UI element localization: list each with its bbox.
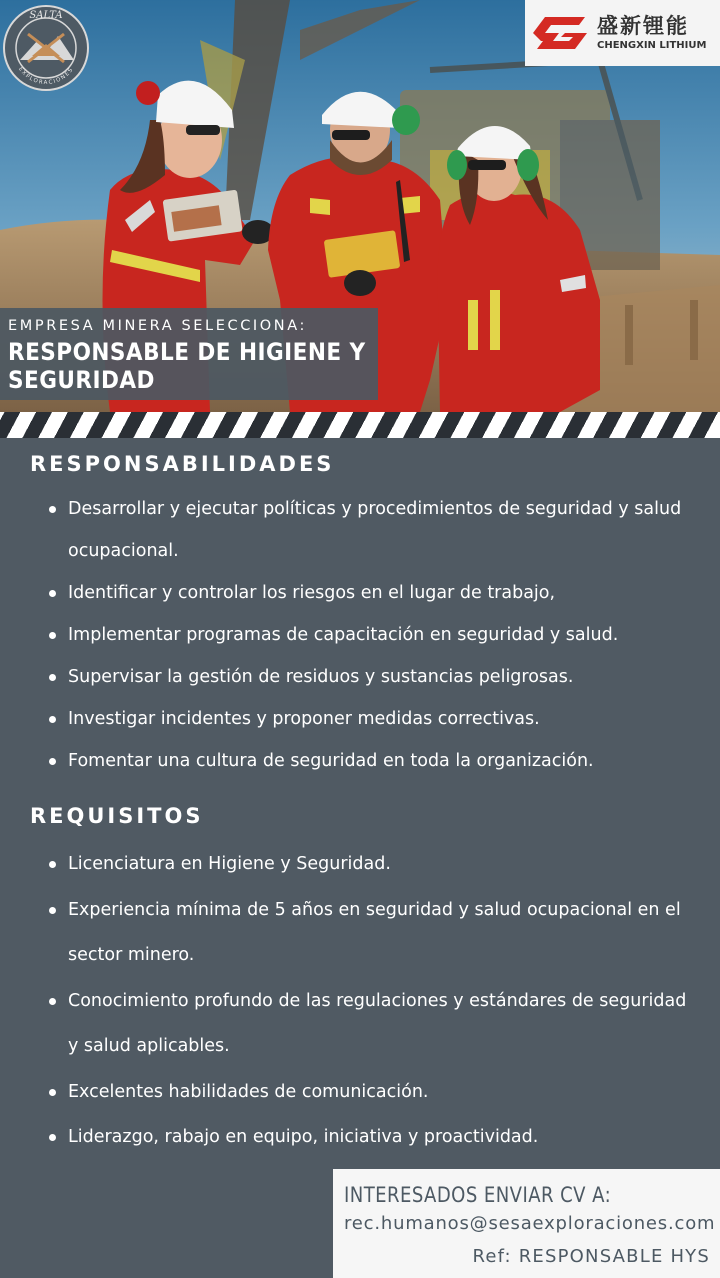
bullet-icon xyxy=(49,907,56,914)
hazard-stripe-divider xyxy=(0,412,720,438)
job-title xyxy=(8,338,377,394)
chengxin-lithium-logo xyxy=(525,0,720,66)
contact-heading: INTERESADOS ENVIAR CV A: xyxy=(344,1183,612,1207)
requisitos-heading: REQUISITOS xyxy=(30,804,204,828)
salta-exploraciones-logo xyxy=(2,4,90,92)
list-item-text: Conocimiento profundo de las regulaciones y estándares de seguridad y salud aplicables. xyxy=(68,990,687,1056)
list-item xyxy=(0,488,720,572)
kicker-text: EMPRESA MINERA SELECCIONA: xyxy=(8,318,308,334)
reference-line xyxy=(472,1246,710,1267)
list-item xyxy=(0,740,720,782)
chengxin-emblem-icon xyxy=(529,13,589,53)
list-item xyxy=(0,572,720,614)
logo-ring-text: EXPLORACIONES xyxy=(16,66,76,87)
list-item-text: Investigar incidentes y proponer medidas correctivas. xyxy=(68,709,540,729)
list-item xyxy=(0,888,720,979)
job-title-line-2: SEGURIDAD xyxy=(8,366,155,394)
list-item-text: Implementar programas de capacitación en seguridad y salud. xyxy=(68,625,619,645)
bullet-icon xyxy=(49,716,56,723)
list-item-text: Supervisar la gestión de residuos y sustancias peligrosas. xyxy=(68,667,574,687)
bullet-icon xyxy=(49,632,56,639)
bullet-icon xyxy=(49,998,56,1005)
job-title-box xyxy=(0,308,378,400)
reference-label: Ref: xyxy=(472,1246,512,1267)
list-item xyxy=(0,1070,720,1116)
bullet-icon xyxy=(49,1134,56,1141)
list-item xyxy=(0,614,720,656)
list-item-text: Licenciatura en Higiene y Seguridad. xyxy=(68,854,391,874)
bullet-icon xyxy=(49,590,56,597)
bullet-icon xyxy=(49,861,56,868)
requisitos-list xyxy=(0,842,720,1161)
responsabilidades-list xyxy=(0,488,720,782)
job-title-line-1: RESPONSABLE DE HIGIENE Y xyxy=(8,338,366,366)
list-item-text: Desarrollar y ejecutar políticas y procedimientos de seguridad y salud ocupacional. xyxy=(68,499,682,561)
list-item xyxy=(0,979,720,1070)
hero-photo xyxy=(0,0,720,412)
contact-email-link[interactable]: rec.humanos@sesaexploraciones.com xyxy=(344,1213,716,1234)
bullet-icon xyxy=(49,506,56,513)
brand-chinese-name: 盛新锂能 xyxy=(597,13,689,38)
list-item-text: Identificar y controlar los riesgos en el lugar de trabajo, xyxy=(68,583,556,603)
list-item-text: Liderazgo, rabajo en equipo, iniciativa y proactividad. xyxy=(68,1127,539,1147)
responsabilidades-heading: RESPONSABILIDADES xyxy=(30,452,335,476)
brand-english-name: CHENGXIN LITHIUM xyxy=(597,39,707,51)
list-item-text: Excelentes habilidades de comunicación. xyxy=(68,1081,429,1102)
list-item-text: Fomentar una cultura de seguridad en toda la organización. xyxy=(68,751,594,771)
list-item-text: Experiencia mínima de 5 años en seguridad y salud ocupacional en el sector minero. xyxy=(68,899,681,965)
logo-top-text: SALTA xyxy=(29,10,63,21)
reference-value: RESPONSABLE HYS xyxy=(518,1246,710,1267)
contact-card xyxy=(333,1169,720,1278)
list-item xyxy=(0,1115,720,1161)
list-item xyxy=(0,842,720,888)
list-item xyxy=(0,698,720,740)
bullet-icon xyxy=(49,1089,56,1096)
bullet-icon xyxy=(49,758,56,765)
list-item xyxy=(0,656,720,698)
bullet-icon xyxy=(49,674,56,681)
